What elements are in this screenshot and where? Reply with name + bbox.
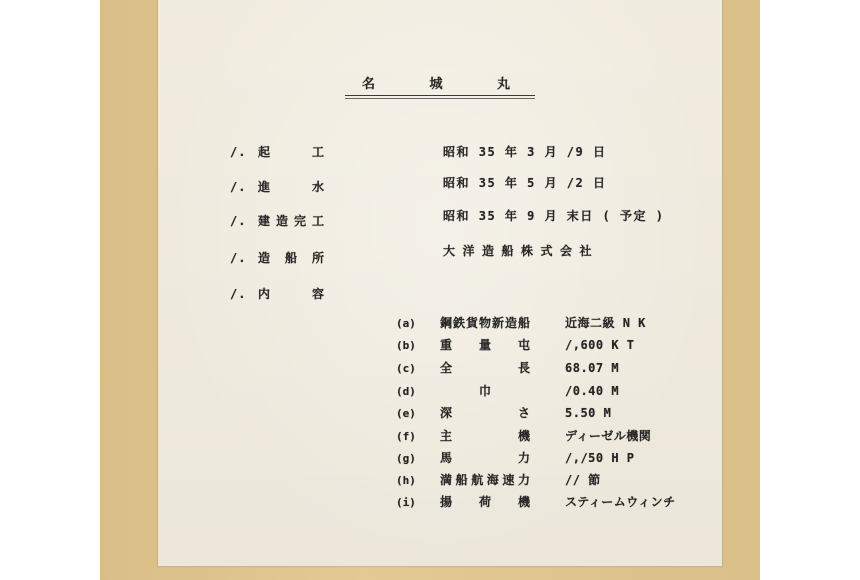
detail-label: 全長 [440, 361, 530, 375]
item-number: /. [230, 145, 247, 159]
detail-marker: (e) [396, 407, 416, 420]
item-label: 造船所 [258, 251, 324, 265]
title-underline [345, 95, 535, 99]
detail-row [396, 473, 601, 488]
detail-label: 揚荷機 [440, 495, 530, 509]
item-launch [230, 180, 324, 194]
detail-value: // 節 [565, 473, 601, 487]
detail-marker: (c) [396, 362, 416, 375]
item-number: /. [230, 287, 247, 301]
detail-marker: (f) [396, 430, 416, 443]
detail-row [396, 495, 676, 510]
item-value: 大洋造船株式会社 [443, 244, 600, 258]
detail-value: ディーゼル機関 [565, 429, 652, 443]
detail-value: /,/50 H P [565, 451, 635, 465]
detail-row [396, 316, 646, 331]
detail-row [396, 451, 635, 466]
detail-marker: (h) [396, 474, 416, 487]
item-label: 建造完工 [258, 214, 324, 228]
detail-label: 主機 [440, 429, 530, 443]
detail-value: /,600 K T [565, 338, 635, 352]
detail-marker: (i) [396, 496, 416, 509]
detail-value: /0.40 M [565, 384, 620, 398]
detail-row [396, 384, 619, 399]
document-title: 名城丸 [362, 77, 510, 92]
detail-label: 深さ [440, 406, 530, 420]
item-label: 進水 [258, 180, 324, 194]
detail-row [396, 361, 619, 376]
detail-label: 巾 [478, 384, 491, 398]
detail-value: 近海二級 N K [565, 316, 646, 330]
detail-marker: (b) [396, 339, 416, 352]
detail-marker: (a) [396, 317, 416, 330]
item-number: /. [230, 214, 247, 228]
item-start-of-construction [230, 145, 324, 159]
item-shipyard [230, 251, 324, 265]
detail-marker: (d) [396, 385, 416, 398]
detail-label: 鋼鉄貨物新造船 [440, 316, 530, 330]
item-completion [230, 214, 324, 228]
detail-label: 満船航海速力 [440, 473, 530, 487]
detail-value: 5.50 M [565, 406, 612, 420]
item-value: 昭和 35 年 9 月 末日 ( 予定 ) [443, 209, 665, 223]
detail-row [396, 406, 611, 421]
item-value: 昭和 35 年 5 月 /2 日 [443, 176, 607, 190]
item-value: 昭和 35 年 3 月 /9 日 [443, 145, 607, 159]
detail-value: 68.07 M [565, 361, 620, 375]
item-contents [230, 287, 324, 301]
detail-label: 重量屯 [440, 338, 530, 352]
item-label: 起工 [258, 145, 324, 159]
detail-label: 馬力 [440, 451, 530, 465]
item-number: /. [230, 180, 247, 194]
detail-marker: (g) [396, 452, 416, 465]
item-number: /. [230, 251, 247, 265]
item-label: 内容 [258, 287, 324, 301]
detail-row [396, 429, 651, 444]
detail-value: スティームウィンチ [565, 495, 676, 509]
detail-row [396, 338, 635, 353]
